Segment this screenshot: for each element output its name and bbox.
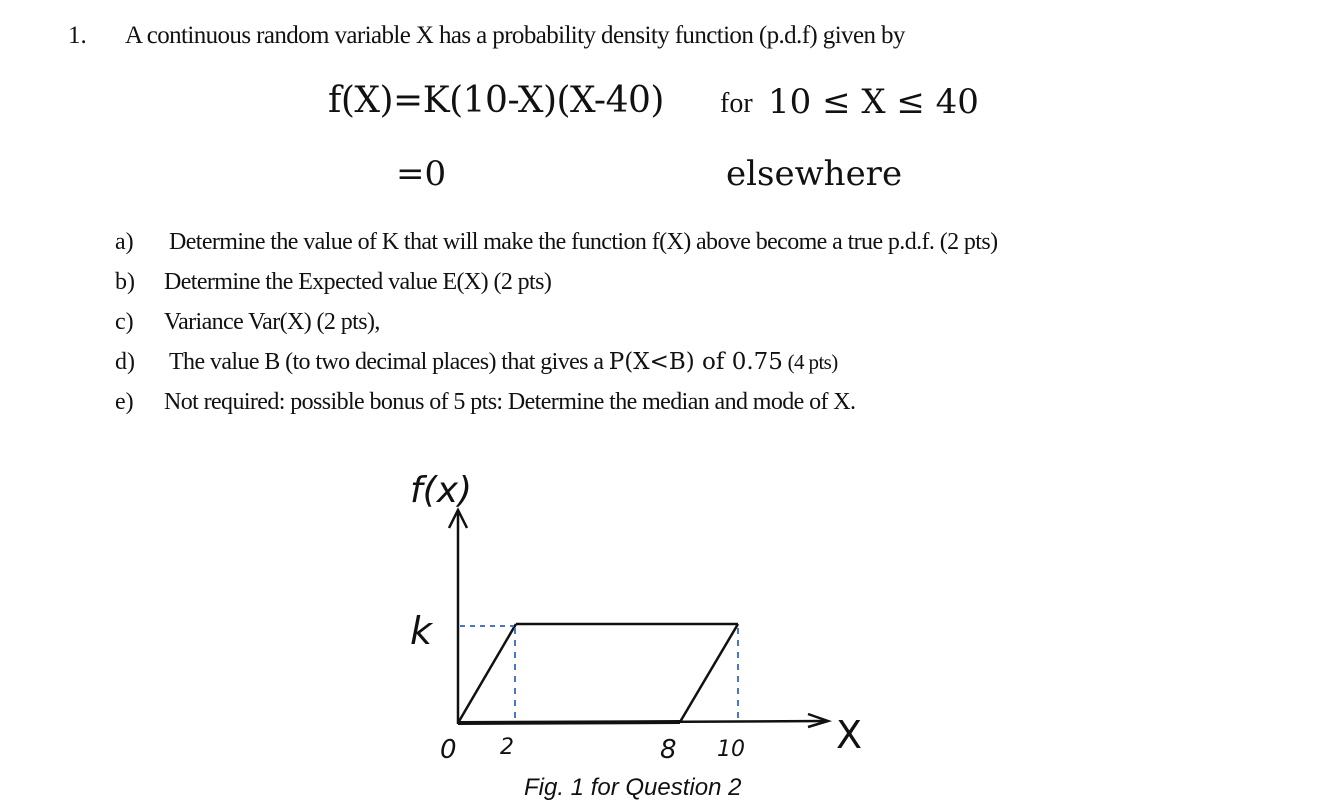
part-b-text: Determine the Expected value E(X) (2 pts) [164,269,552,295]
part-d-text-before: The value B (to two decimal places) that gives a [169,349,609,375]
part-d-math: P(X<B) of 0.75 [608,349,783,375]
part-c-text: Variance Var(X) (2 pts), [164,309,380,335]
tick-label-10: 10 [717,737,745,762]
x-axis-label: X [836,713,863,757]
k-label: k [410,609,433,653]
pdf-equation: f(X)=K(10-X)(X-40) [328,80,664,121]
question-intro: A continuous random variable X has a probability density function (p.d.f) given by [125,22,905,49]
y-axis-label: f(x) [410,470,473,511]
tick-label-0: 0 [440,735,457,765]
equation-range: 10 ≤ X ≤ 40 [768,82,979,122]
part-b-label: b) [115,269,135,295]
part-d-text-after: (4 pts) [782,350,838,374]
tick-label-2: 2 [500,735,514,760]
equation-elsewhere: elsewhere [726,154,903,194]
equation-for-word: for [720,88,753,119]
figure-caption: Fig. 1 for Question 2 [524,774,742,801]
part-c-label: c) [115,309,134,335]
density-bottom-edge [458,722,680,723]
question-number: 1. [68,22,87,49]
part-d-label: d) [115,349,135,375]
density-left-edge [458,624,516,723]
tick-label-8: 8 [660,735,677,765]
part-a-text: Determine the value of K that will make the function f(X) above become a true p.d.f. (2 pts) [169,229,998,255]
part-e-text: Not required: possible bonus of 5 pts: Determine the median and mode of X. [164,389,856,415]
equation-zero: =0 [396,154,447,194]
part-a-label: a) [115,229,134,255]
part-e-label: e) [115,389,134,415]
density-right-edge [680,624,738,722]
